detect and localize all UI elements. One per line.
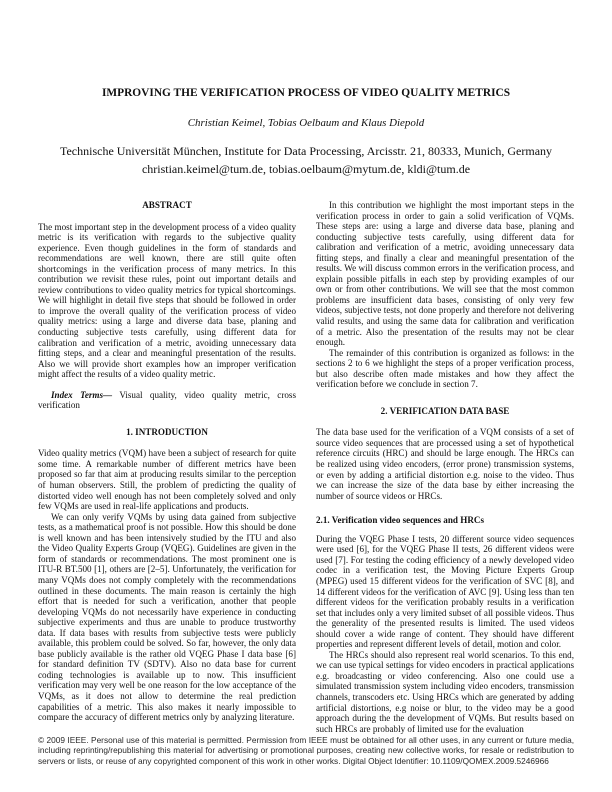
section21-paragraph-2: The HRCs should also represent real world scenarios. To this end, we can use typical settings for video encoders in practical applications e.g. broadcasting or video conferencing. Also one could use a simulated transmission system including video encoders, transmission channels, transcoders etc. Using HRCs which are generated by adding artificial distortions, e.g noise or blur, to the video may be a good approach during the the development of VQMs. But results based on such HRCs are probably of limited use for the evaluation	[316, 649, 574, 734]
section2-paragraph-1: The data base used for the verification of a VQM consists of a set of source video sequences that are processed using a set of hypothetical reference circuits (HRC) and should be large enough. The HRCs can be realized using video encoders, (error prone) transmission systems, or even by adding a artificial distortion e.g. noise to the video. Thus we can increase the size of the data base by either increasing the number of source videos or HRCs.	[316, 427, 574, 501]
index-terms	[38, 390, 296, 411]
section21-heading: 2.1. Verification video sequences and HRCs	[316, 515, 484, 526]
title-block	[0, 0, 612, 177]
introduction-heading: 1. INTRODUCTION	[126, 426, 208, 437]
contribution-paragraph-1: In this contribution we highlight the most important steps in the verification process in order to gain a solid verification of VQMs. These steps are: using a large and diverse data base, planing and conducting subjective tests carefully, using different data for calibration and verification of a metric, avoiding unnecessary data fitting steps, and finally a clear and meaningful presentation of the results. We will discuss common errors in the verification process, and explain possible pitfalls in each step by providing examples of our own or from other contributions. We will see that the most common problems are insufficient data bases, consisting of only very few videos, subjective tests, not done properly and therefore not delivering valid results, and using the same data for calibration and verification of a metric. Also the presentation of the results may not be clear enough.	[316, 200, 574, 348]
index-terms-label: Index Terms—	[51, 389, 113, 400]
abstract-heading: ABSTRACT	[142, 200, 192, 210]
introduction-paragraph-1: Video quality metrics (VQM) have been a subject of research for quite some time. A remarkable number of different metrics have been proposed so far that aim at producing results similar to the perception of human observers. Still, the problem of predicting the quality of distorted video well enough has not been completely solved and only few VQMs are used in real-life applications and products.	[38, 448, 296, 512]
authors-line: Christian Keimel, Tobias Oelbaum and Klaus Diepold	[187, 117, 425, 129]
contribution-paragraph-2: The remainder of this contribution is organized as follows: in the sections 2 to 6 we highlight the steps of a proper verification process, but also describe often made mistakes and how they affect the verification before we conclude in section 7.	[316, 347, 574, 390]
emails-line: christian.keimel@tum.de, tobias.oelbaum@mytum.de, kldi@tum.de	[141, 162, 471, 176]
right-column	[316, 200, 574, 734]
two-column-body	[0, 200, 612, 734]
copyright-notice: © 2009 IEEE. Personal use of this material is permitted. Permission from IEEE must be obtained for all other uses, in any current or future media, including reprinting/republishing this material for advertising or promotional purposes, creating new collective works, for resale or redistribution to servers or lists, or reuse of any copyrighted component of this work in other works. Digital Object Identifier: 10.1109/QOMEX.2009.5246966	[38, 735, 574, 766]
index-terms-list: Visual quality, video quality metric, cross verification	[38, 389, 296, 411]
introduction-paragraph-2: We can only verify VQMs by using data gained from subjective tests, as a mathematical proof is not possible. How this should be done is well known and has been intensively studied by the ITU and also the Video Quality Experts Group (VQEG). Guidelines are given in the form of standards or recommendations. The most prominent one is ITU-R BT.500 [1], others are [2–5]. Unfortunately, the verification for many VQMs does not comply completely with the recommendations outlined in these documents. The main reason is certainly the high effort that is needed for such a verification, another that people developing VQMs do not necessarily have experience in conducting subjective experiments and thus are unable to produce trustworthy data. If data bases with results from subjective tests were publicly available, this problem could be solved. So far, however, the only data base publicly available is the rather old VQEG Phase I data base [6] for standard definition TV (SDTV). Also no data base for current coding technologies is available up to now. This insufficient verification may very well be one reason for the low acceptance of the VQMs, as it does not allow to determine the real prediction capabilities of a metric. This also makes it nearly impossible to compare the accuracy of different metrics only by analyzing literature.	[38, 511, 296, 723]
affiliation-line: Technische Universität München, Institute for Data Processing, Arcisstr. 21, 80333, Munich, Germany	[59, 144, 553, 158]
paper-title: IMPROVING THE VERIFICATION PROCESS OF VIDEO QUALITY METRICS	[101, 87, 511, 99]
left-column	[38, 200, 296, 734]
abstract-text: The most important step in the development process of a video quality metric is its verification with regards to the subjective quality experience. Even though guidelines in the form of standards and recommendations are well known, there are still quite often shortcomings in the verification process of many metrics. In this contribution we revisit these rules, point out important details and review contributions to video quality metrics for typical shortcomings. We will highlight in detail five steps that should be followed in order to improve the overall quality of the verification process of video quality metrics: using a large and diverse data base, planing and conducting subjective tests carefully, using different data for calibration and verification of a metric, avoiding unnecessary data fitting steps, and a clear and meaningful presentation of the results. Also we will provide short examples how an improper verification might affect the results of a video quality metric.	[38, 221, 296, 380]
section21-paragraph-1: During the VQEG Phase I tests, 20 different source video sequences were used [6], for the VQEG Phase II tests, 26 different videos were used [7]. For testing the coding efficiency of a newly developed video codec in a verification test, the Moving Picture Experts Group (MPEG) used 15 different videos for the verification of SVC [8], and 14 different videos for the verification of AVC [9]. Using less than ten different videos for the verification probably results in a verification set that includes only a very limited subset of all possible videos. Thus the generality of the presented results is limited. The used videos should cover a wide range of content. They should have different properties and represent different levels of detail, motion and color.	[316, 533, 574, 650]
section2-heading: 2. VERIFICATION DATA BASE	[380, 405, 510, 416]
